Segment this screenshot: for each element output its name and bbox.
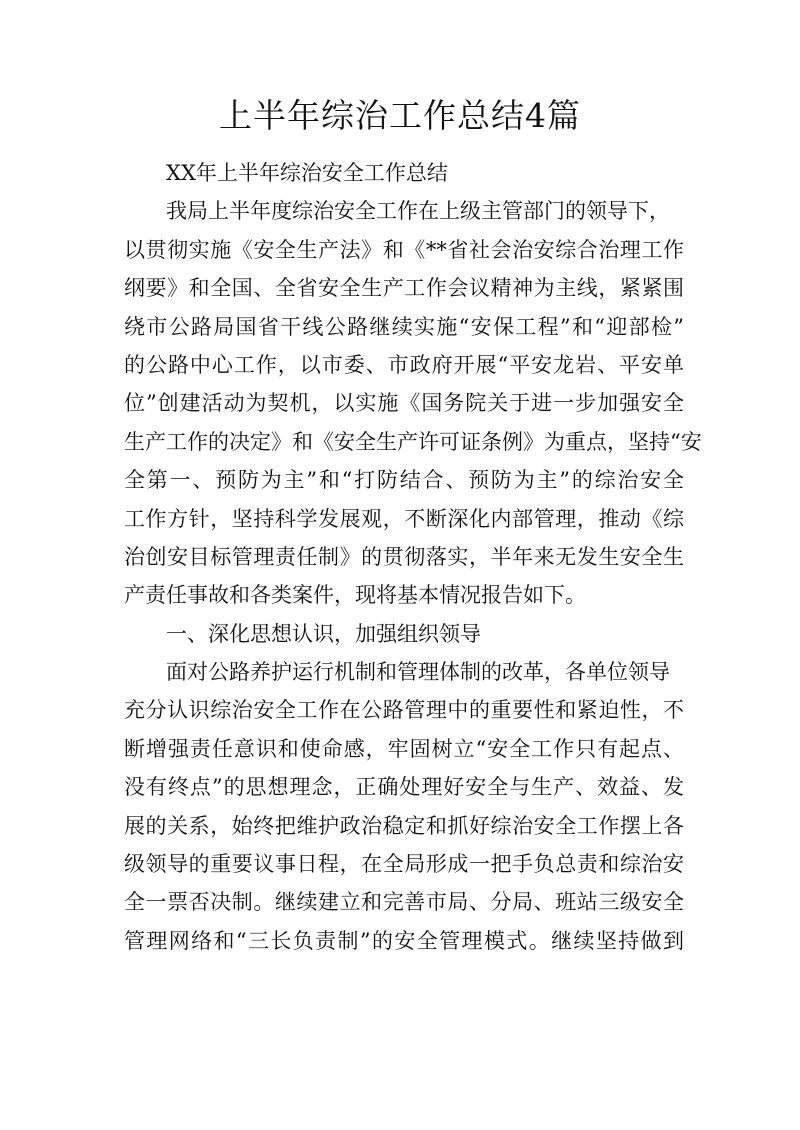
paragraph-line: 充分认识综治安全工作在公路管理中的重要性和紧迫性，不 (124, 698, 684, 723)
paragraph-line: 位”创建活动为契机，以实施《国务院关于进一步加强安全 (124, 391, 684, 416)
paragraph-line: 我局上半年度综治安全工作在上级主管部门的领导下， (166, 199, 670, 224)
subtitle-line: XX年上半年综治安全工作总结 (166, 161, 448, 185)
paragraph-line: 纲要》和全国、全省安全生产工作会议精神为主线，紧紧围 (124, 276, 684, 301)
paragraph-line: 全一票否决制。继续建立和完善市局、分局、班站三级安全 (124, 890, 684, 915)
document-title: 上半年综治工作总结4篇 (219, 96, 581, 135)
paragraph-line: 管理网络和“三长负责制”的安全管理模式。继续坚持做到 (124, 928, 684, 953)
paragraph-line: 的公路中心工作，以市委、市政府开展“平安龙岩、平安单 (124, 352, 684, 377)
paragraph-line: 级领导的重要议事日程，在全局形成一把手负总责和综治安 (124, 852, 684, 877)
document-body (124, 154, 702, 960)
paragraph-line: 工作方针，坚持科学发展观，不断深化内部管理，推动《综 (124, 506, 684, 531)
paragraph-line: 展的关系，始终把维护政治稳定和抓好综治安全工作摆上各 (124, 813, 684, 838)
section-heading: 一、深化思想认识，加强组织领导 (166, 621, 481, 646)
paragraph-line: 没有终点”的思想理念，正确处理好安全与生产、效益、发 (124, 775, 684, 800)
paragraph-line: 绕市公路局国省干线公路继续实施“安保工程”和“迎部检” (124, 314, 684, 339)
paragraph-line: 全第一、预防为主”和“打防结合、预防为主”的综治安全 (124, 468, 684, 493)
paragraph-line: 断增强责任意识和使命感，牢固树立“安全工作只有起点、 (124, 736, 684, 761)
paragraph-line: 生产工作的决定》和《安全生产许可证条例》为重点，坚持“安 (124, 429, 702, 454)
paragraph-line: 治创安目标管理责任制》的贯彻落实，半年来无发生安全生 (124, 544, 684, 569)
paragraph-line: 面对公路养护运行机制和管理体制的改革，各单位领导 (166, 660, 670, 685)
paragraph-line: 以贯彻实施《安全生产法》和《**省社会治安综合治理工作 (124, 237, 684, 262)
paragraph-line: 产责任事故和各类案件，现将基本情况报告如下。 (124, 583, 586, 608)
